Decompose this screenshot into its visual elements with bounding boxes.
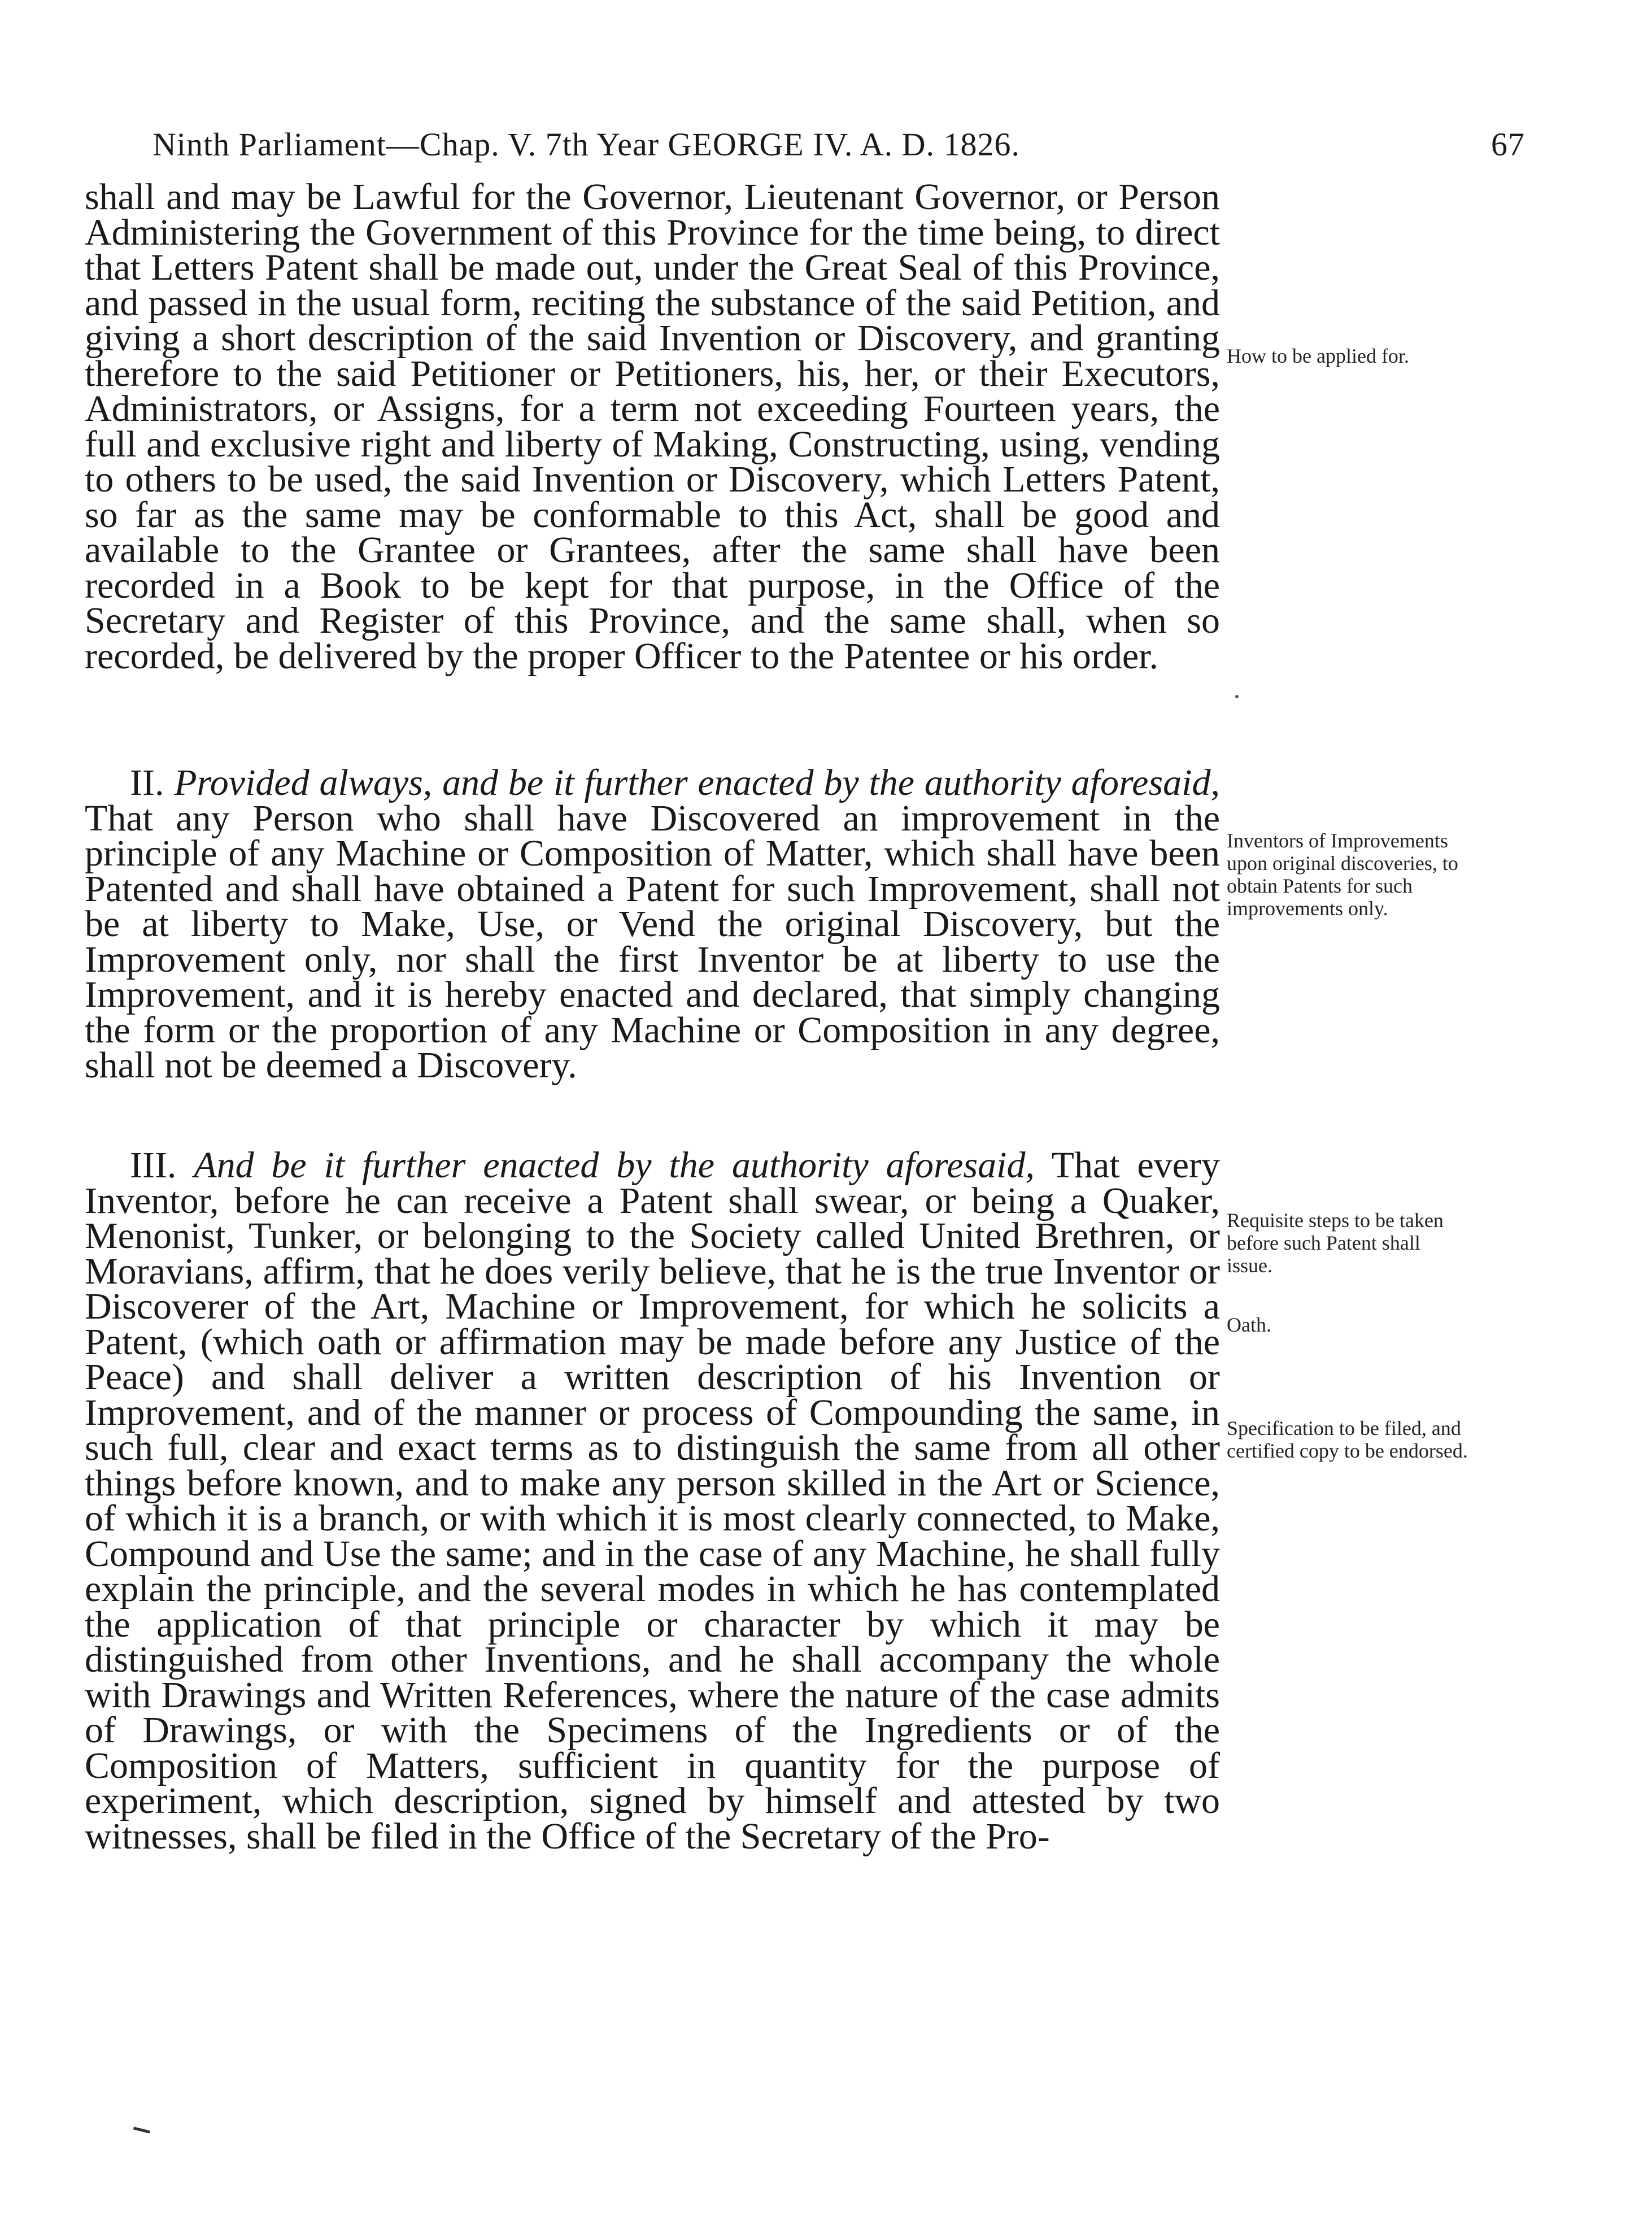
ink-speck [1235, 695, 1239, 698]
section-i-text: shall and may be Lawful for the Governor, Lieutenant Governor, or Person Administering the Government of this Province for the time being, to direct that Letters Patent shall be made out, under the Great Seal of this Province, and passed in the usual form, reciting the substance of the said Petition, and giving a short description of the said Invention or Discovery, and granting therefore to the said Petitioner or Petitioners, his, her, or their Executors, Administrators, or Assigns, for a term not exceeding Fourteen years, the full and exclusive right and liberty of Making, Constructing, using, vending to others to be used, the said Invention or Discovery, which Letters Patent, so far as the same may be conformable to this Act, shall be good and available to the Grantee or Grantees, after the same shall have been recorded in a Book to be kept for that purpose, in the Office of the Secretary and Register of this Province, and the same shall, when so recorded, be delivered by the proper Officer to the Patentee or his order. [85, 176, 1220, 677]
section-iii-paragraph [85, 1145, 1221, 1857]
section-iii-enacting-clause: And be it further enacted by the authority aforesaid, [194, 1145, 1035, 1186]
section-iii-number: III. [130, 1145, 177, 1186]
section-ii-text: That any Person who shall have Discovered an improvement in the principle of any Machine or Composition of Matter, which shall have been Patented and shall have obtained a Patent for such Improvement, shall not be at liberty to Make, Use, or Vend the original Discovery, but the Improvement only, nor shall the first Inventor be at liberty to use the Improvement, and it is hereby enacted and declared, that simply changing the form or the proportion of any Machine or Composition in any degree, shall not be deemed a Discovery. [85, 797, 1220, 1086]
section-i-continuation [85, 176, 1220, 677]
margin-note-inventors-improvements: Inventors of Improvements upon original discoveries, to obtain Patents for such improvements only. [1227, 829, 1458, 920]
page-number: 67 [1491, 126, 1525, 163]
running-title: Ninth Parliament—Chap. V. 7th Year GEORGE IV. A. D. 1826. [152, 126, 1020, 163]
margin-note-specification: Specification to be filed, and certified copy to be endorsed. [1227, 1417, 1468, 1462]
section-iii [85, 1145, 1221, 1857]
section-iii-text: That every Inventor, before he can receive a Patent shall swear, or being a Quaker, Menonist, Tunker, or belonging to the Society called United Brethren, or Moravians, affirm, that he does verily believe, that he is the true Inventor or Discoverer of the Art, Machine or Improvement, for which he solicits a Patent, (which oath or affirmation may be made before any Justice of the Peace) and shall deliver a written description of his Invention or Improvement, and of the manner or process of Compounding the same, in such full, clear and exact terms as to distinguish the same from all other things before known, and to make any person skilled in the Art or Science, of which it is a branch, or with which it is most clearly connected, to Make, Compound and Use the same; and in the case of any Machine, he shall fully explain the principle, and the several modes in which he has contemplated the application of that principle or character by which it may be distinguished from other Inventions, and he shall accompany the whole with Drawings and Written References, where the nature of the case admits of Drawings, or with the Specimens of the Ingredients or of the Composition of Matters, sufficient in quantity for the purpose of experiment, which description, signed by himself and attested by two witnesses, shall be filed in the Office of the Secretary of the Pro- [85, 1145, 1221, 1857]
section-ii-paragraph [85, 762, 1220, 1086]
section-ii-number: II. [130, 762, 164, 803]
margin-note-oath: Oath. [1227, 1313, 1271, 1336]
ink-dash-mark [133, 2126, 150, 2133]
margin-note-requisite-steps: Requisite steps to be taken before such Patent shall issue. [1227, 1209, 1444, 1277]
margin-note-how-applied: How to be applied for. [1227, 345, 1409, 367]
running-head [152, 125, 1525, 176]
section-ii [85, 762, 1220, 1086]
section-ii-enacting-clause: Provided always, and be it further enacted by the authority aforesaid, [174, 762, 1220, 803]
